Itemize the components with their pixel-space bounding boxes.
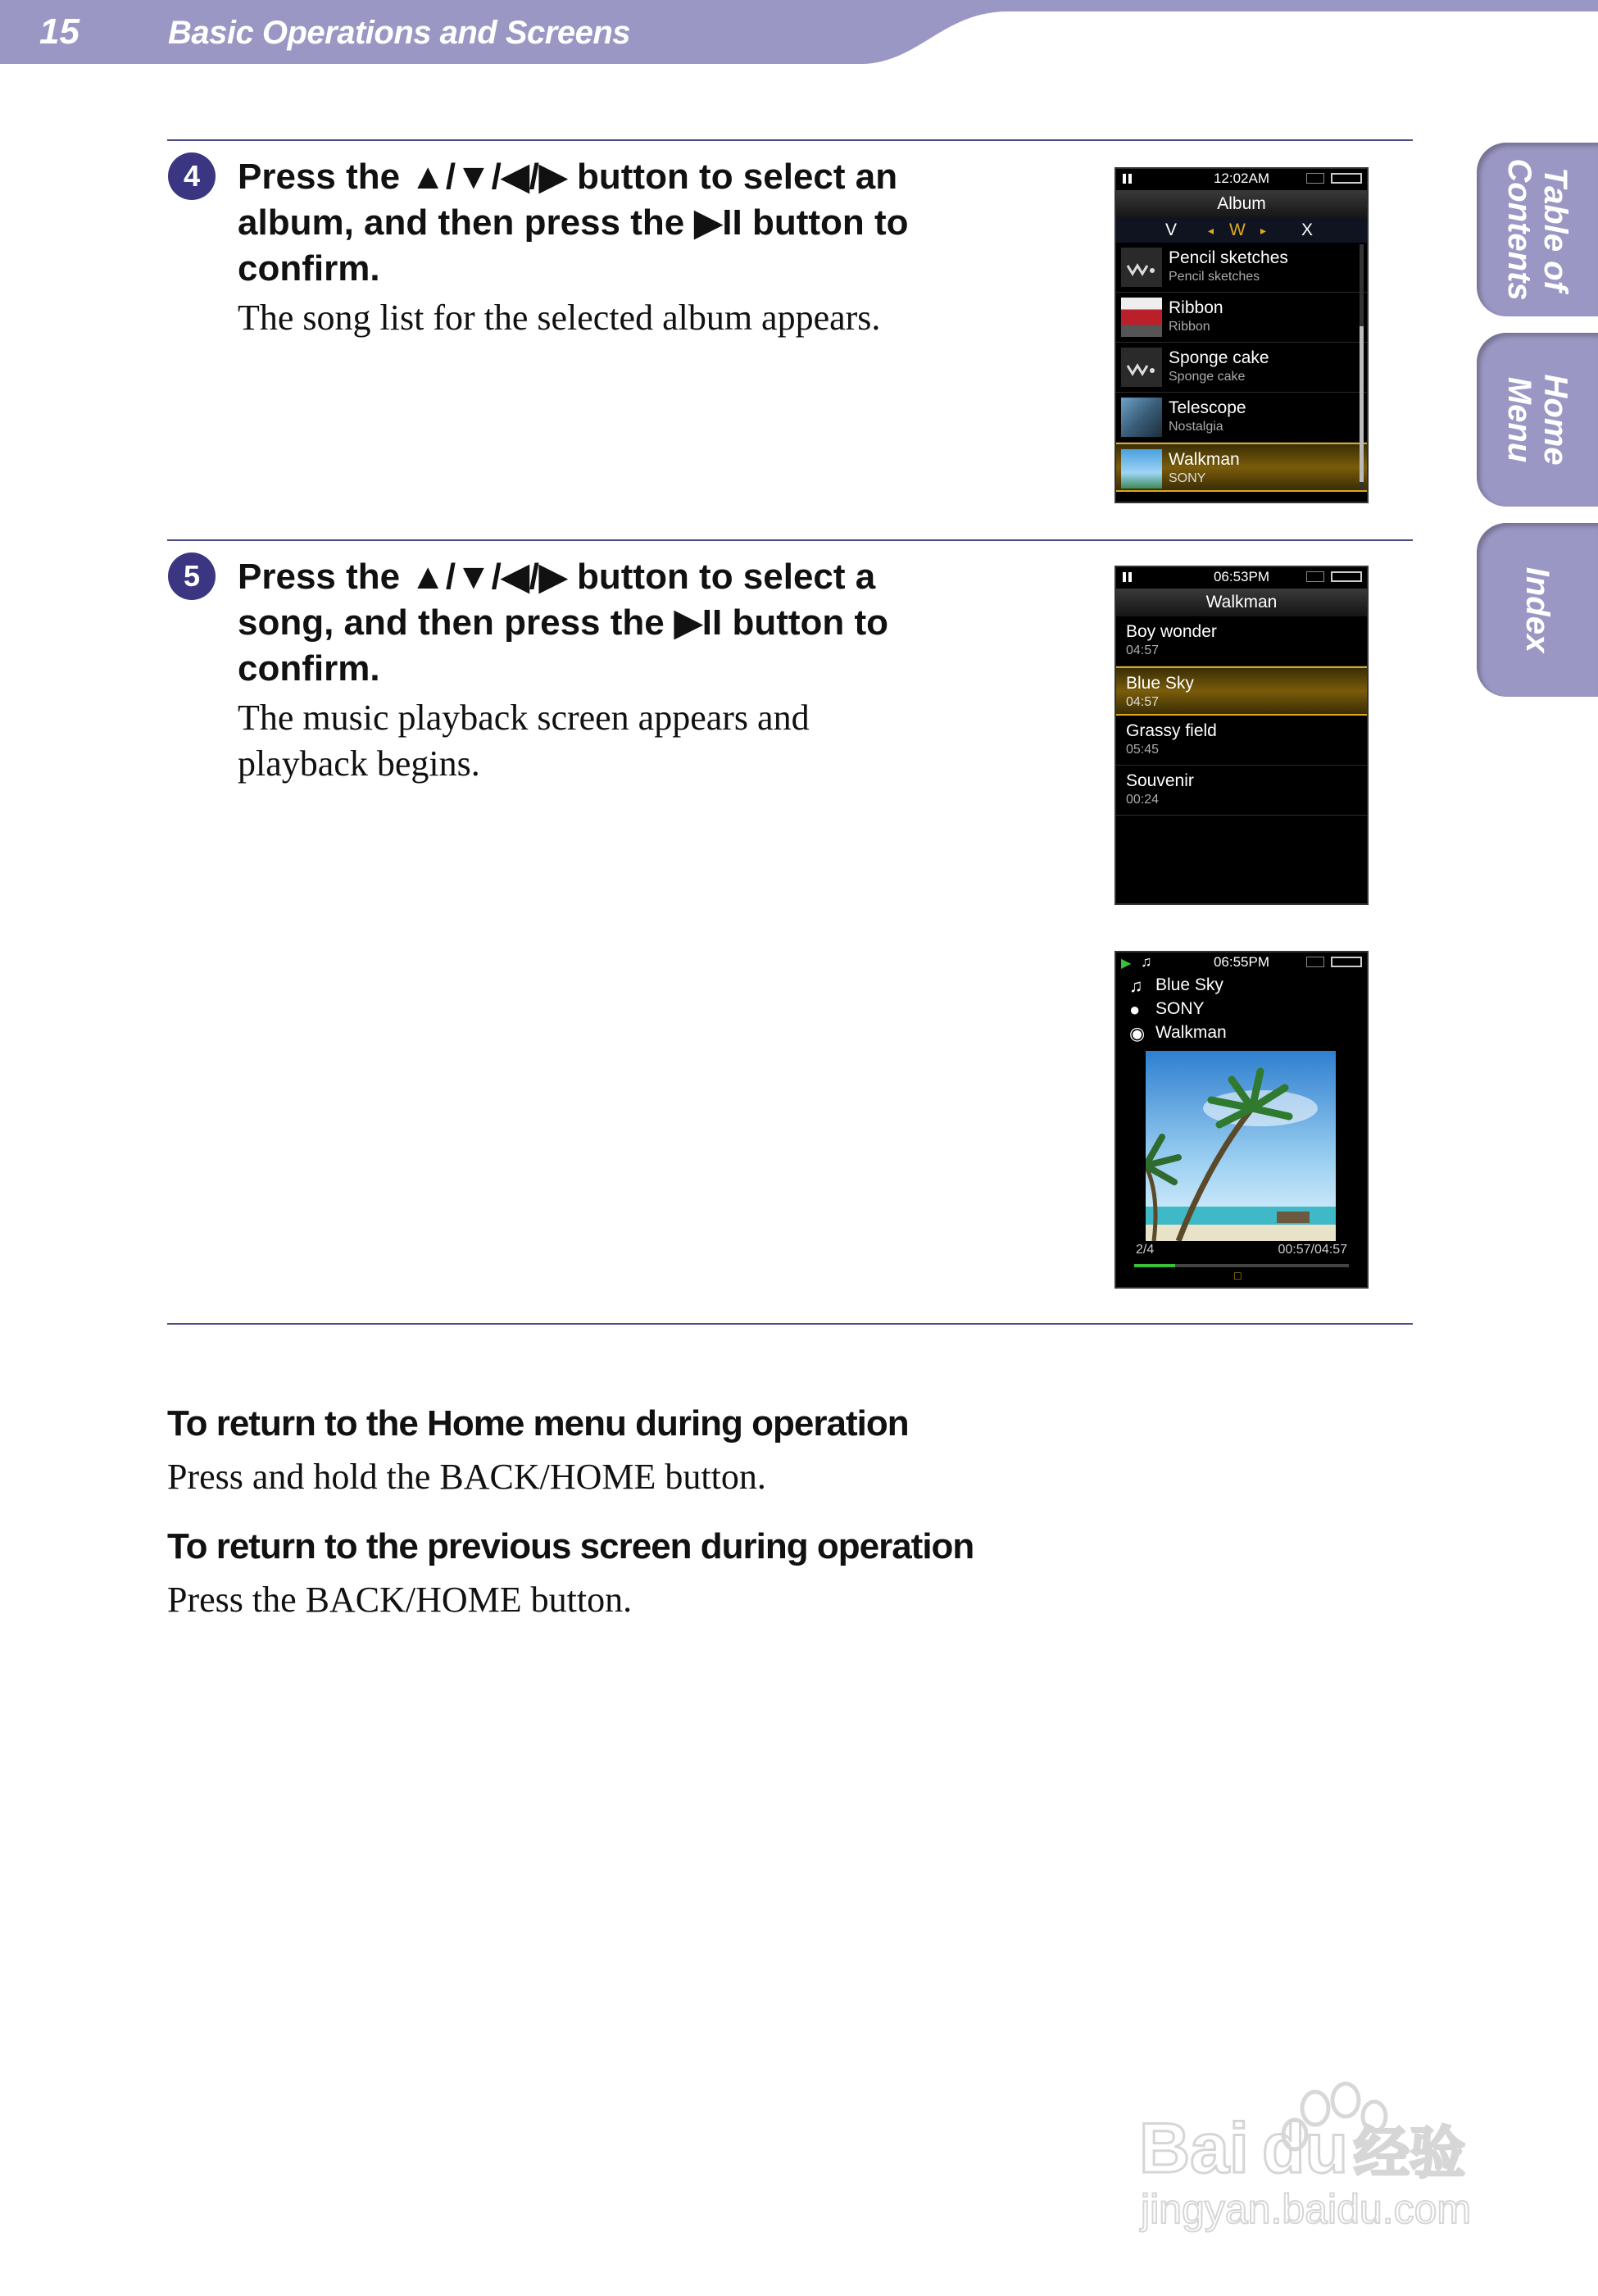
list-item-selected[interactable] [1116, 443, 1367, 492]
item-subtitle: Pencil sketches [1169, 270, 1260, 284]
tab-table-of-contents[interactable] [1477, 143, 1598, 316]
tab-label: Table of Contents [1501, 158, 1573, 301]
alpha-letter: X [1301, 221, 1314, 239]
list-item[interactable] [1116, 616, 1367, 666]
page-header [0, 0, 1598, 66]
song-list-screen [1115, 566, 1369, 905]
step-heading [238, 554, 975, 692]
section-title: Basic Operations and Screens [168, 15, 631, 51]
item-title: Blue Sky [1126, 674, 1194, 693]
step-body [238, 295, 975, 341]
item-title: Walkman [1169, 450, 1240, 469]
playback-info [1116, 1243, 1367, 1262]
arrow-left-icon: ◂ [1208, 224, 1214, 237]
tip-body: Press and hold the BACK/HOME button. [167, 1457, 766, 1497]
status-bar [1116, 169, 1367, 190]
step-body [238, 695, 975, 787]
clock: 12:02AM [1213, 170, 1270, 186]
tab-label: Index [1519, 566, 1555, 653]
song-line [1116, 974, 1367, 998]
person-icon: ● [1129, 999, 1141, 1020]
clock: 06:55PM [1213, 954, 1270, 970]
alpha-letter: V [1165, 221, 1178, 239]
baidu-watermark [1131, 2049, 1508, 2238]
item-subtitle: 00:24 [1126, 793, 1160, 807]
watermark-text: 经验 [1354, 2121, 1466, 2186]
item-subtitle: 04:57 [1126, 695, 1160, 709]
tip-body: Press the BACK/HOME button. [167, 1580, 633, 1620]
watermark-text: du [1262, 2109, 1349, 2188]
walkman-logo-icon [1121, 348, 1162, 387]
tab-home-menu[interactable] [1477, 333, 1598, 507]
album-art-red-car [1121, 298, 1162, 337]
item-title: Telescope [1169, 398, 1246, 417]
step-heading-line: album, and then press the ▶II button to [238, 202, 909, 243]
album-art-beach [1121, 449, 1162, 489]
item-title: Sponge cake [1169, 348, 1269, 367]
item-title: Souvenir [1126, 771, 1194, 790]
step-heading-line: Press the ▲/▼/◀/▶ button to select a [238, 557, 876, 597]
song-title: Blue Sky [1155, 975, 1223, 994]
clock: 06:53PM [1213, 569, 1270, 584]
item-subtitle: Nostalgia [1169, 420, 1223, 434]
hold-icon [1306, 571, 1324, 582]
album-line [1116, 1021, 1367, 1045]
watermark-url: jingyan.baidu.com [1141, 2186, 1472, 2232]
walkman-logo-icon [1121, 248, 1162, 287]
item-subtitle: SONY [1169, 471, 1206, 485]
item-title: Pencil sketches [1169, 248, 1288, 267]
divider [167, 539, 1413, 541]
list-item[interactable] [1116, 716, 1367, 766]
step-heading [238, 154, 975, 292]
status-bar [1116, 567, 1367, 589]
list-item[interactable] [1116, 343, 1367, 393]
item-subtitle: Ribbon [1169, 320, 1210, 334]
artist-name: SONY [1155, 999, 1205, 1018]
step-heading-line: Press the ▲/▼/◀/▶ button to select an [238, 157, 898, 197]
step-body-line: playback begins. [238, 743, 480, 784]
item-subtitle: 04:57 [1126, 643, 1160, 657]
track-counter: 2/4 [1136, 1243, 1155, 1257]
status-bar [1116, 952, 1367, 974]
step-body-line: The music playback screen appears and [238, 698, 810, 738]
item-title: Ribbon [1169, 298, 1223, 317]
alphabet-jump-bar [1116, 218, 1367, 243]
step-heading-line: song, and then press the ▶II button to [238, 602, 889, 643]
hold-icon [1306, 173, 1324, 184]
album-name: Walkman [1155, 1023, 1227, 1042]
hold-icon [1306, 957, 1324, 967]
watermark-text: Bai [1139, 2109, 1249, 2188]
alpha-letter-current: W [1229, 221, 1246, 239]
battery-icon [1331, 173, 1362, 184]
item-title: Grassy field [1126, 721, 1217, 740]
list-item[interactable] [1116, 293, 1367, 343]
list-item[interactable] [1116, 393, 1367, 443]
album-art-landscape [1121, 398, 1162, 437]
step-heading-line: confirm. [238, 248, 380, 289]
step-number-badge: 4 [168, 152, 216, 200]
play-icon: ▶ [1121, 957, 1132, 971]
music-note-icon: ♫ [1129, 975, 1143, 996]
item-subtitle: 05:45 [1126, 743, 1160, 757]
now-playing-screen [1115, 951, 1369, 1289]
tip-heading: To return to the previous screen during operation [167, 1526, 974, 1566]
disc-icon: ◉ [1129, 1023, 1146, 1043]
arrow-right-icon: ▸ [1260, 224, 1267, 237]
progress-bar[interactable] [1134, 1264, 1349, 1267]
list-item-selected[interactable] [1116, 666, 1367, 716]
screen-title: Album [1116, 190, 1367, 218]
item-subtitle: Sponge cake [1169, 370, 1246, 384]
tab-index[interactable] [1477, 523, 1598, 697]
progress-fill [1134, 1264, 1175, 1267]
scrollbar[interactable] [1360, 244, 1364, 489]
list-item[interactable] [1116, 766, 1367, 816]
battery-icon [1331, 957, 1362, 967]
divider [167, 1323, 1413, 1325]
album-list-screen [1115, 167, 1369, 503]
screen-title: Walkman [1116, 589, 1367, 616]
folder-icon: □ [1234, 1269, 1242, 1282]
divider [167, 139, 1413, 141]
step-body-line: The song list for the selected album appears. [238, 298, 881, 338]
list-item[interactable] [1116, 243, 1367, 293]
item-title: Boy wonder [1126, 622, 1217, 641]
page-number: 15 [39, 11, 79, 52]
artist-line [1116, 998, 1367, 1021]
tip-heading: To return to the Home menu during operation [167, 1403, 909, 1444]
step-number-badge: 5 [168, 552, 216, 600]
battery-icon [1331, 571, 1362, 582]
time-display: 00:57/04:57 [1278, 1243, 1347, 1257]
music-note-icon: ♫ [1141, 953, 1152, 970]
album-art-beach [1146, 1051, 1336, 1241]
step-heading-line: confirm. [238, 648, 380, 689]
tab-label: Home Menu [1501, 374, 1573, 466]
